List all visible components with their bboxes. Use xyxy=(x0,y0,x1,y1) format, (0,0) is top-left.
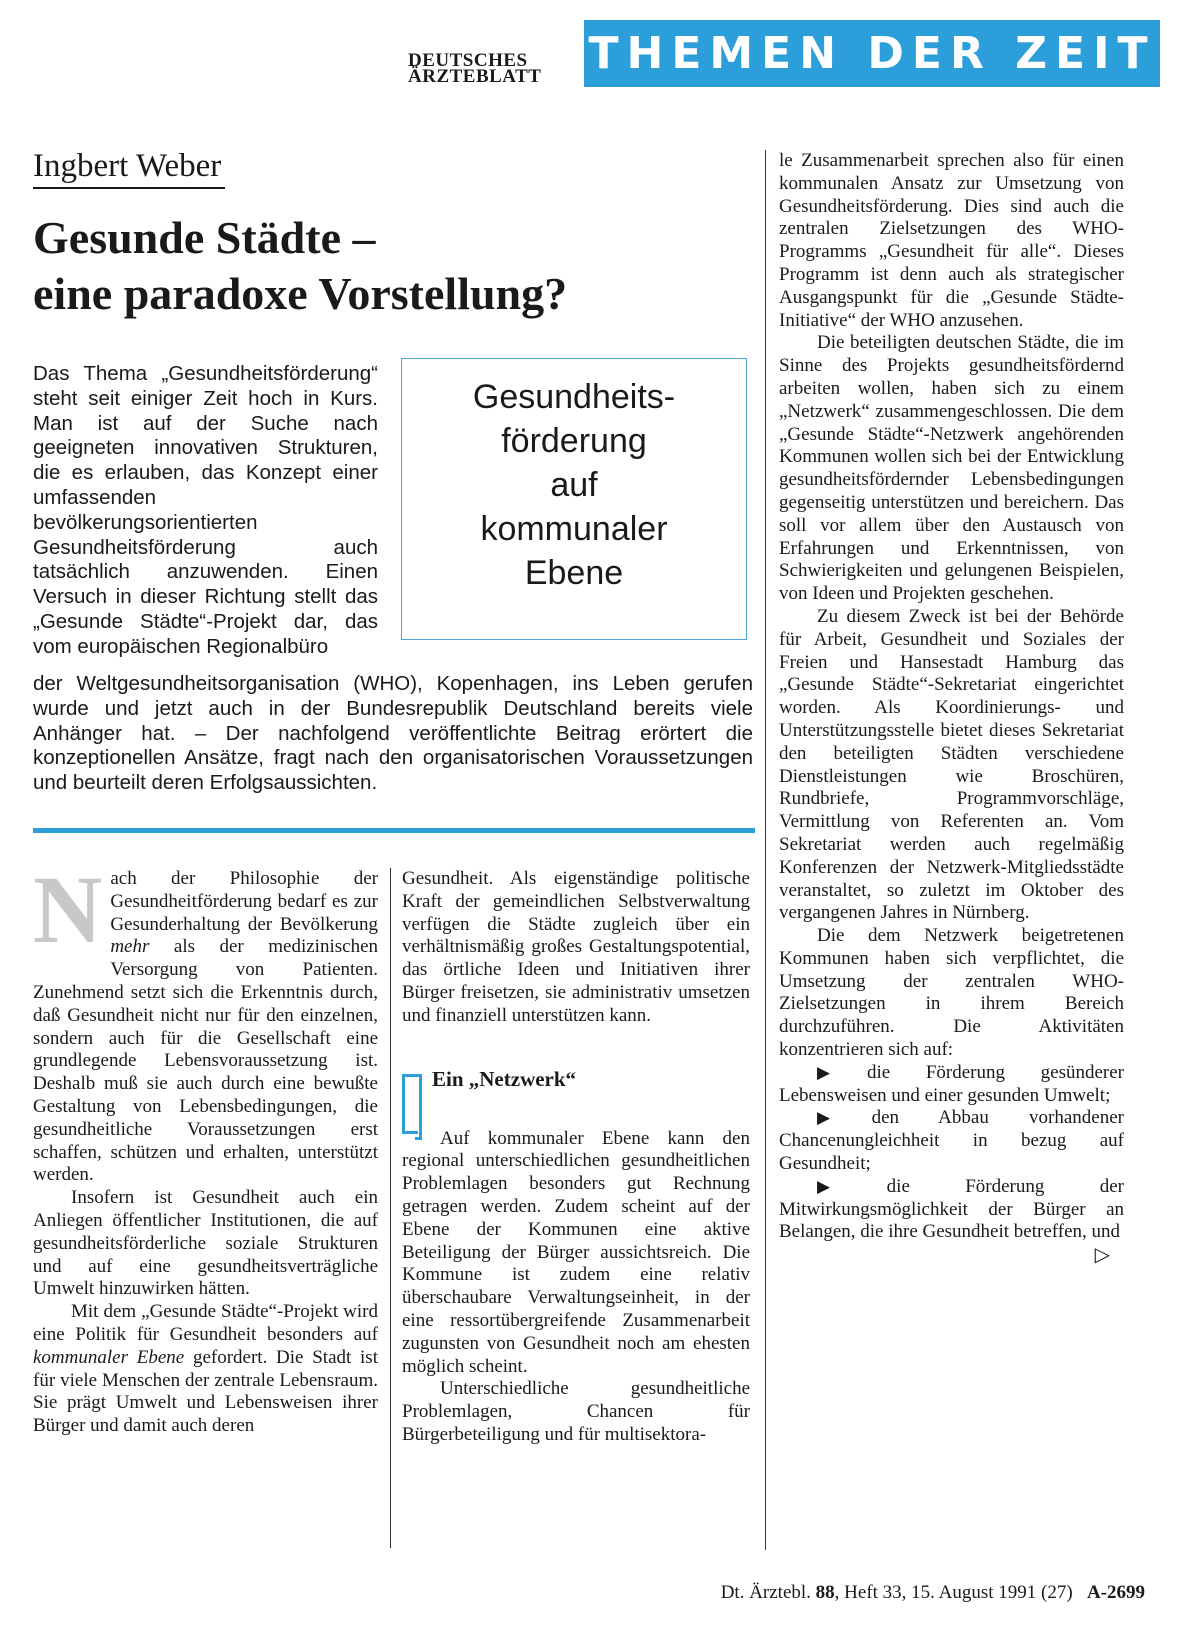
bullet-item-3-text: die Förderung der Mitwirkungsmöglichkeit der Bürger an Belangen, die ihre Gesundheit betreffen, und xyxy=(779,1175,1124,1243)
col1-p1-italic: mehr xyxy=(110,936,150,958)
subheading-bracket-icon xyxy=(402,1074,418,1134)
pull-quote-line1: Gesundheits- xyxy=(472,378,676,416)
author-name: Ingbert Weber xyxy=(33,145,225,189)
footer-issue: , Heft 33, 15. August 1991 (27) xyxy=(834,1582,1073,1603)
title-line1: Gesunde Städte – xyxy=(33,212,376,263)
col1-paragraph-1 xyxy=(33,856,378,1187)
column-divider-1 xyxy=(390,868,391,1548)
bullet-item-2-text: den Abbau vorhandener Chancenungleichheit in bezug auf Gesundheit; xyxy=(779,1107,1125,1175)
body-column-3 xyxy=(779,150,1124,1267)
bullet-item-1-text: die Förderung gesünderer Lebensweisen und einer gesunden Umwelt; xyxy=(779,1061,1125,1106)
col3-paragraph-4: Die dem Netzwerk beigetretenen Kommunen haben sich verpflichtet, die Umsetzung der zentralen WHO-Zielsetzungen in ihrem Bereich durchzuführen. Die Aktivitäten konzentrieren sich auf: xyxy=(779,925,1124,1061)
col3-paragraph-1: le Zusammenarbeit sprechen also für einen kommunalen Ansatz zur Umsetzung von Gesundheitsförderung. Dies sind auch die zentralen Zielsetzungen des WHO-Programms „Gesundheit für alle“. Dieses Programm ist denn auch als strategischer Ausgangspunkt für die „Gesunde Städte-Initiative“ der WHO anzusehen. xyxy=(779,150,1124,331)
pull-quote-line3: auf xyxy=(550,466,598,504)
section-divider xyxy=(33,828,755,833)
continue-arrow-icon[interactable]: ▷ xyxy=(1094,1244,1110,1267)
lead-paragraph-top: Das Thema „Gesundheitsförderung“ steht seit einiger Zeit hoch in Kurs. Man ist auf der Suche nach geeigneten innovativen Strukturen, die es erlauben, das Konzept einer umfassenden bevölkerungsorientierten Gesundheitsförderung auch tatsächlich anzuwenden. Einen Versuch in dieser Richtung stellt das „Gesunde Städte“-Projekt dar, das vom europäischen Regionalbüro xyxy=(33,362,378,658)
triangle-right-icon: ▶ xyxy=(817,1176,881,1196)
bullet-item-3 xyxy=(779,1175,1124,1267)
col1-p3-text-b: gefordert. Die Stadt ist für viele Menschen der zentrale Lebensraum. Sie prägt Umwelt und Lebensweisen ihrer Bürger und damit auch deren xyxy=(33,1346,378,1437)
body-column-2 xyxy=(402,868,750,1447)
footer-journal: Dt. Ärztebl. xyxy=(720,1582,811,1603)
bullet-item-2 xyxy=(779,1107,1124,1175)
col1-p1-text: ach der Philosophie der Gesundheitförderung bedarf es zur Gesunderhaltung der Bevölkerung xyxy=(110,868,378,935)
journal-name-line1: DEUTSCHES xyxy=(408,50,528,71)
footer-page-number: A-2699 xyxy=(1086,1582,1145,1603)
pull-quote-line4: kommunaler xyxy=(480,510,668,548)
article-title xyxy=(33,210,773,322)
column-divider-2 xyxy=(765,150,766,1550)
col1-paragraph-3 xyxy=(33,1301,378,1438)
col2-paragraph-2: Auf kommunaler Ebene kann den regional unterschiedlichen gesundheitlichen Problemlagen besonders gut Rechnung getragen werden. Zudem scheint auf der Ebene der Kommunen eine aktive Beteiligung der Bürger aussichtsreich. Die Kommune ist zudem eine relativ überschaubare Verwaltungseinheit, in der eine ressortübergreifende Zusammenarbeit zugunsten von Gesundheit noch am ehesten möglich scheint. xyxy=(402,1127,750,1377)
body-column-1 xyxy=(33,856,378,1438)
journal-name xyxy=(408,50,573,87)
col1-p1-rest: als der medizinischen Versorgung von Patienten. Zunehmend setzt sich die Erkenntnis durch, daß Gesundheit nicht nur für den einzelnen, sondern auch für die Gesellschaft eine grundlegende Lebensvoraussetzung ist. Deshalb muß sie auch durch eine bewußte Gestaltung von Lebensbedingungen, die gesundheitliche Voraussetzungen erst schaffen, schützen und erhalten, unterstützt werden. xyxy=(33,936,378,1186)
subheading: Ein „Netzwerk“ xyxy=(432,1066,577,1091)
col1-p3-text-a: Mit dem „Gesunde Städte“-Projekt wird eine Politik für Gesundheit besonders auf xyxy=(33,1301,378,1345)
section-banner: THEMEN DER ZEIT xyxy=(584,20,1160,87)
pull-quote-line5: Ebene xyxy=(524,554,624,592)
lead-paragraph-bottom: der Weltgesundheitsorganisation (WHO), Kopenhagen, ins Leben gerufen wurde und jetzt auch in der Bundesrepublik Deutschland bereits viele Anhänger hat. – Der nachfolgend veröffentlichte Beitrag erörtert die konzeptionellen Ansätze, fragt nach den organisatorischen Voraussetzungen und beurteilt deren Erfolgsaussichten. xyxy=(33,672,753,795)
col2-paragraph-1: Gesundheit. Als eigenständige politische Kraft der gemeindlichen Selbstverwaltung verfügen die Städte zugleich über ein verhältnismäßig großes Gestaltungspotential, das örtliche Ideen und Initiativen ihrer Bürger freisetzen, sie administrativ umsetzen und finanziell unterstützen kann. xyxy=(402,868,750,1026)
col1-p3-italic: kommunaler Ebene xyxy=(33,1346,185,1368)
col3-paragraph-2: Die beteiligten deutschen Städte, die im Sinne des Projekts gesundheitsfördernd arbeiten wollen, haben sich zu einem „Netzwerk“ zusammengeschlossen. Die dem „Gesunde Städte“-Netzwerk angehörenden Kommunen wollen sich bei der Entwicklung gesundheitsfördernder Lebensbedingungen gegenseitig unterstützen und bereichern. Das soll vor allem über den Austausch von Erfahrungen und Erkenntnissen, von Schwierigkeiten und gelungenen Beispielen, von Ideen und Projekten geschehen. xyxy=(779,332,1124,605)
title-line2: eine paradoxe Vorstellung? xyxy=(33,268,568,319)
col1-paragraph-2: Insofern ist Gesundheit auch ein Anliegen öffentlicher Institutionen, die auf gesundheitsförderliche soziale Strukturen und auf eine gesundheitsverträgliche Umwelt hinzuwirken hätten. xyxy=(33,1187,378,1300)
drop-cap: N xyxy=(33,856,103,963)
pull-quote-line2: förderung xyxy=(501,422,647,460)
pull-quote-box xyxy=(401,358,747,640)
page-footer xyxy=(585,1580,1145,1606)
subheading-block xyxy=(402,1068,750,1128)
col3-paragraph-3: Zu diesem Zweck ist bei der Behörde für Arbeit, Gesundheit und Soziales der Freien und Hansestadt Hamburg das „Gesunde Städte“-Sekretariat eingerichtet worden. Als Koordinierungs- und Unterstützungsstelle bietet dieses Sekretariat den beteiligten Städten verschiedene Dienstleistungen wie Broschüren, Rundbriefe, Programmvorschläge, Vermittlung von Referenten an. Vom Sekretariat werden auch regelmäßig Konferenzen der Netzwerk-Mitgliedsstädte veranstaltet, so zuletzt im Oktober des vergangenen Jahres in Nürnberg. xyxy=(779,605,1124,924)
col2-paragraph-3: Unterschiedliche gesundheitliche Problemlagen, Chancen für Bürgerbeteiligung und für multisektora- xyxy=(402,1378,750,1445)
triangle-right-icon: ▶ xyxy=(817,1062,861,1082)
triangle-right-icon: ▶ xyxy=(817,1108,866,1128)
footer-volume: 88 xyxy=(815,1582,835,1603)
journal-name-line2: ÄRZTEBLATT xyxy=(408,66,542,87)
bullet-item-1 xyxy=(779,1062,1124,1108)
